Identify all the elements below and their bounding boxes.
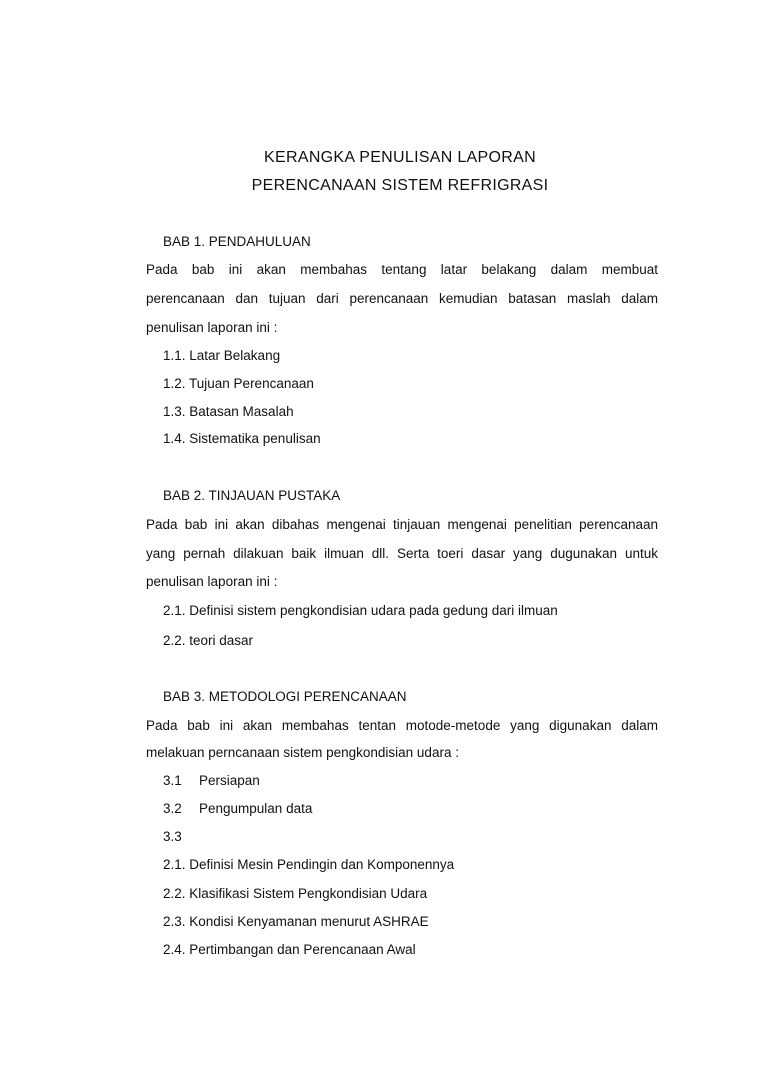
document-title-line-1: KERANGKA PENULISAN LAPORAN [264,149,536,166]
bab3-numbered-item-text: Pengumpulan data [199,801,313,816]
bab2-heading: BAB 2. TINJAUAN PUSTAKA [163,488,341,503]
bab3-list-item: 2.3. Kondisi Kenyamanan menurut ASHRAE [163,914,429,929]
bab1-heading: BAB 1. PENDAHULUAN [163,234,311,249]
bab3-paragraph-line: Pada bab ini akan membahas tentan motode-metode yang digunakan dalam [146,718,658,733]
bab3-list-item: 2.1. Definisi Mesin Pendingin dan Komponennya [163,857,455,872]
bab1-paragraph-line: perencanaan dan tujuan dari perencanaan kemudian batasan maslah dalam [146,291,658,306]
bab3-numbered-item-number: 3.1 [163,773,182,788]
bab1-paragraph-line: Pada bab ini akan membahas tentang latar belakang dalam membuat [146,262,658,277]
bab3-numbered-item-text: Persiapan [199,773,260,788]
bab2-list-item: 2.2. teori dasar [163,633,254,648]
bab3-heading: BAB 3. METODOLOGI PERENCANAAN [163,689,407,704]
bab3-numbered-item-number: 3.2 [163,801,182,816]
document-title-line-2: PERENCANAAN SISTEM REFRIGRASI [251,177,549,194]
bab3-numbered-item [163,773,260,788]
bab2-paragraph-line: yang pernah dilakuan baik ilmuan dll. Serta toeri dasar yang dugunakan untuk [146,546,658,561]
bab3-numbered-item [163,829,199,844]
bab3-list-item: 2.4. Pertimbangan dan Perencanaan Awal [163,942,416,957]
bab3-paragraph-line: melakuan perncanaan sistem pengkondisian udara : [146,745,459,760]
bab2-paragraph-line: Pada bab ini akan dibahas mengenai tinjauan mengenai penelitian perencanaan [146,517,658,532]
bab1-list-item: 1.4. Sistematika penulisan [163,431,321,446]
bab1-list-item: 1.3. Batasan Masalah [163,404,294,419]
bab3-list-item: 2.2. Klasifikasi Sistem Pengkondisian Udara [163,886,428,901]
bab1-paragraph-line: penulisan laporan ini : [146,320,278,335]
bab2-list-item: 2.1. Definisi sistem pengkondisian udara pada gedung dari ilmuan [163,603,558,618]
bab1-list-item: 1.1. Latar Belakang [163,348,281,363]
bab2-paragraph-line: penulisan laporan ini : [146,574,278,589]
bab1-list-item: 1.2. Tujuan Perencanaan [163,376,314,391]
bab3-numbered-item [163,801,312,816]
bab3-numbered-item-number: 3.3 [163,829,182,844]
